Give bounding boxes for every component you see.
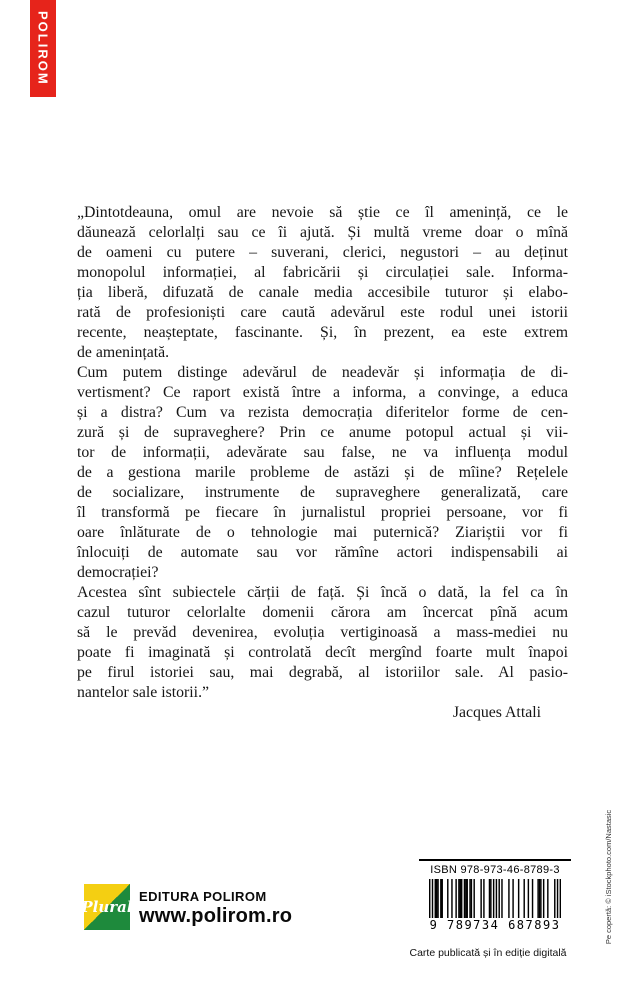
plural-logo-label: Plural — [81, 898, 133, 916]
quote-line: și a distra? Cum va rezista democrația diferitelor forme de cen- — [77, 404, 568, 421]
quote-line: dăunează celorlalți sau ce îi ajută. Și multă vreme doar o mînă — [77, 224, 568, 241]
quote-line: oare înlăturate de o tehnologie mai puternică? Ziariștii vor fi — [77, 524, 568, 541]
quote-line: cazul tuturor celorlalte domenii cărora am încercat pînă acum — [77, 604, 568, 621]
quote-line: recente, neașteptate, fascinante. Și, în prezent, ea este extrem — [77, 324, 568, 341]
quote-line: ția liberă, difuzată de canale media accesibile tuturor și elabo- — [77, 284, 568, 301]
quote-line: de amenințată. — [77, 344, 170, 361]
publisher-logo-text: POLIROM — [35, 11, 51, 86]
quote-signature: Jacques Attali — [452, 704, 541, 721]
quote-line: poate fi imaginată și controlată decît mergînd foarte mult înapoi — [77, 644, 568, 661]
quote-line: de a gestiona marile probleme de astăzi și de mîine? Rețelele — [77, 464, 568, 481]
publisher-name: EDITURA POLIROM — [139, 889, 267, 904]
quote-line: îl transformă pe fiecare în jurnalistul propriei persoane, vor fi — [77, 504, 568, 521]
quote-line: „Dintotdeauna, omul are nevoie să știe ce îl amenință, ce le — [77, 204, 568, 221]
ean-digits — [419, 918, 571, 932]
quote-line: pe firul istoriei sau, mai degrabă, al istoriilor sale. Al pasio- — [77, 664, 568, 681]
barcode-block — [419, 859, 571, 932]
publisher-spine-banner — [30, 0, 56, 97]
quote-lines — [77, 203, 568, 703]
isbn-label: ISBN 978-973-46-8789-3 — [430, 864, 560, 876]
quote-line: nantelor sale istorii.” — [77, 684, 210, 701]
quote-line: monopolul informației, al fabricării și circulației sale. Informa- — [77, 264, 568, 281]
quote-line: tor de informații, adevărate sau false, ne va influența modul — [77, 444, 568, 461]
quote-line: de oameni cu putere – suverani, clerici, negustori – au deținut — [77, 244, 568, 261]
digital-edition-note: Carte publicată și în ediție digitală — [409, 947, 567, 959]
cover-credit: Pe copertă: © iStockphoto.com/Nastasic — [604, 809, 613, 945]
quote-line: vertisment? Ce raport există între a informa, a convinge, a educa — [77, 384, 568, 401]
quote-block — [77, 203, 568, 723]
publisher-website: www.polirom.ro — [139, 905, 293, 927]
quote-line: rată de profesioniști care caută adevărul este rodul unei istorii — [77, 304, 568, 321]
ean-digits-text: 9 789734 687893 — [427, 918, 564, 932]
publisher-block — [139, 889, 292, 928]
quote-line: de socializare, instrumente de supraveghere generalizată, care — [77, 484, 568, 501]
quote-line: Acestea sînt subiectele cărții de față. Și încă o dată, la fel ca în — [77, 584, 568, 601]
quote-line: să le prevăd devenirea, evoluția vertiginoasă a mass-mediei nu — [77, 624, 568, 641]
quote-line: înlocuiți de automate sau vor rămîne actori indispensabili ai — [77, 544, 568, 561]
quote-line: zură și de supraveghere? Prin ce anume potopul actual și vii- — [77, 424, 568, 441]
quote-line: Cum putem distinge adevărul de neadevăr și informația de di- — [77, 364, 568, 381]
quote-line: democrației? — [77, 564, 159, 581]
plural-collection-logo — [81, 884, 133, 930]
